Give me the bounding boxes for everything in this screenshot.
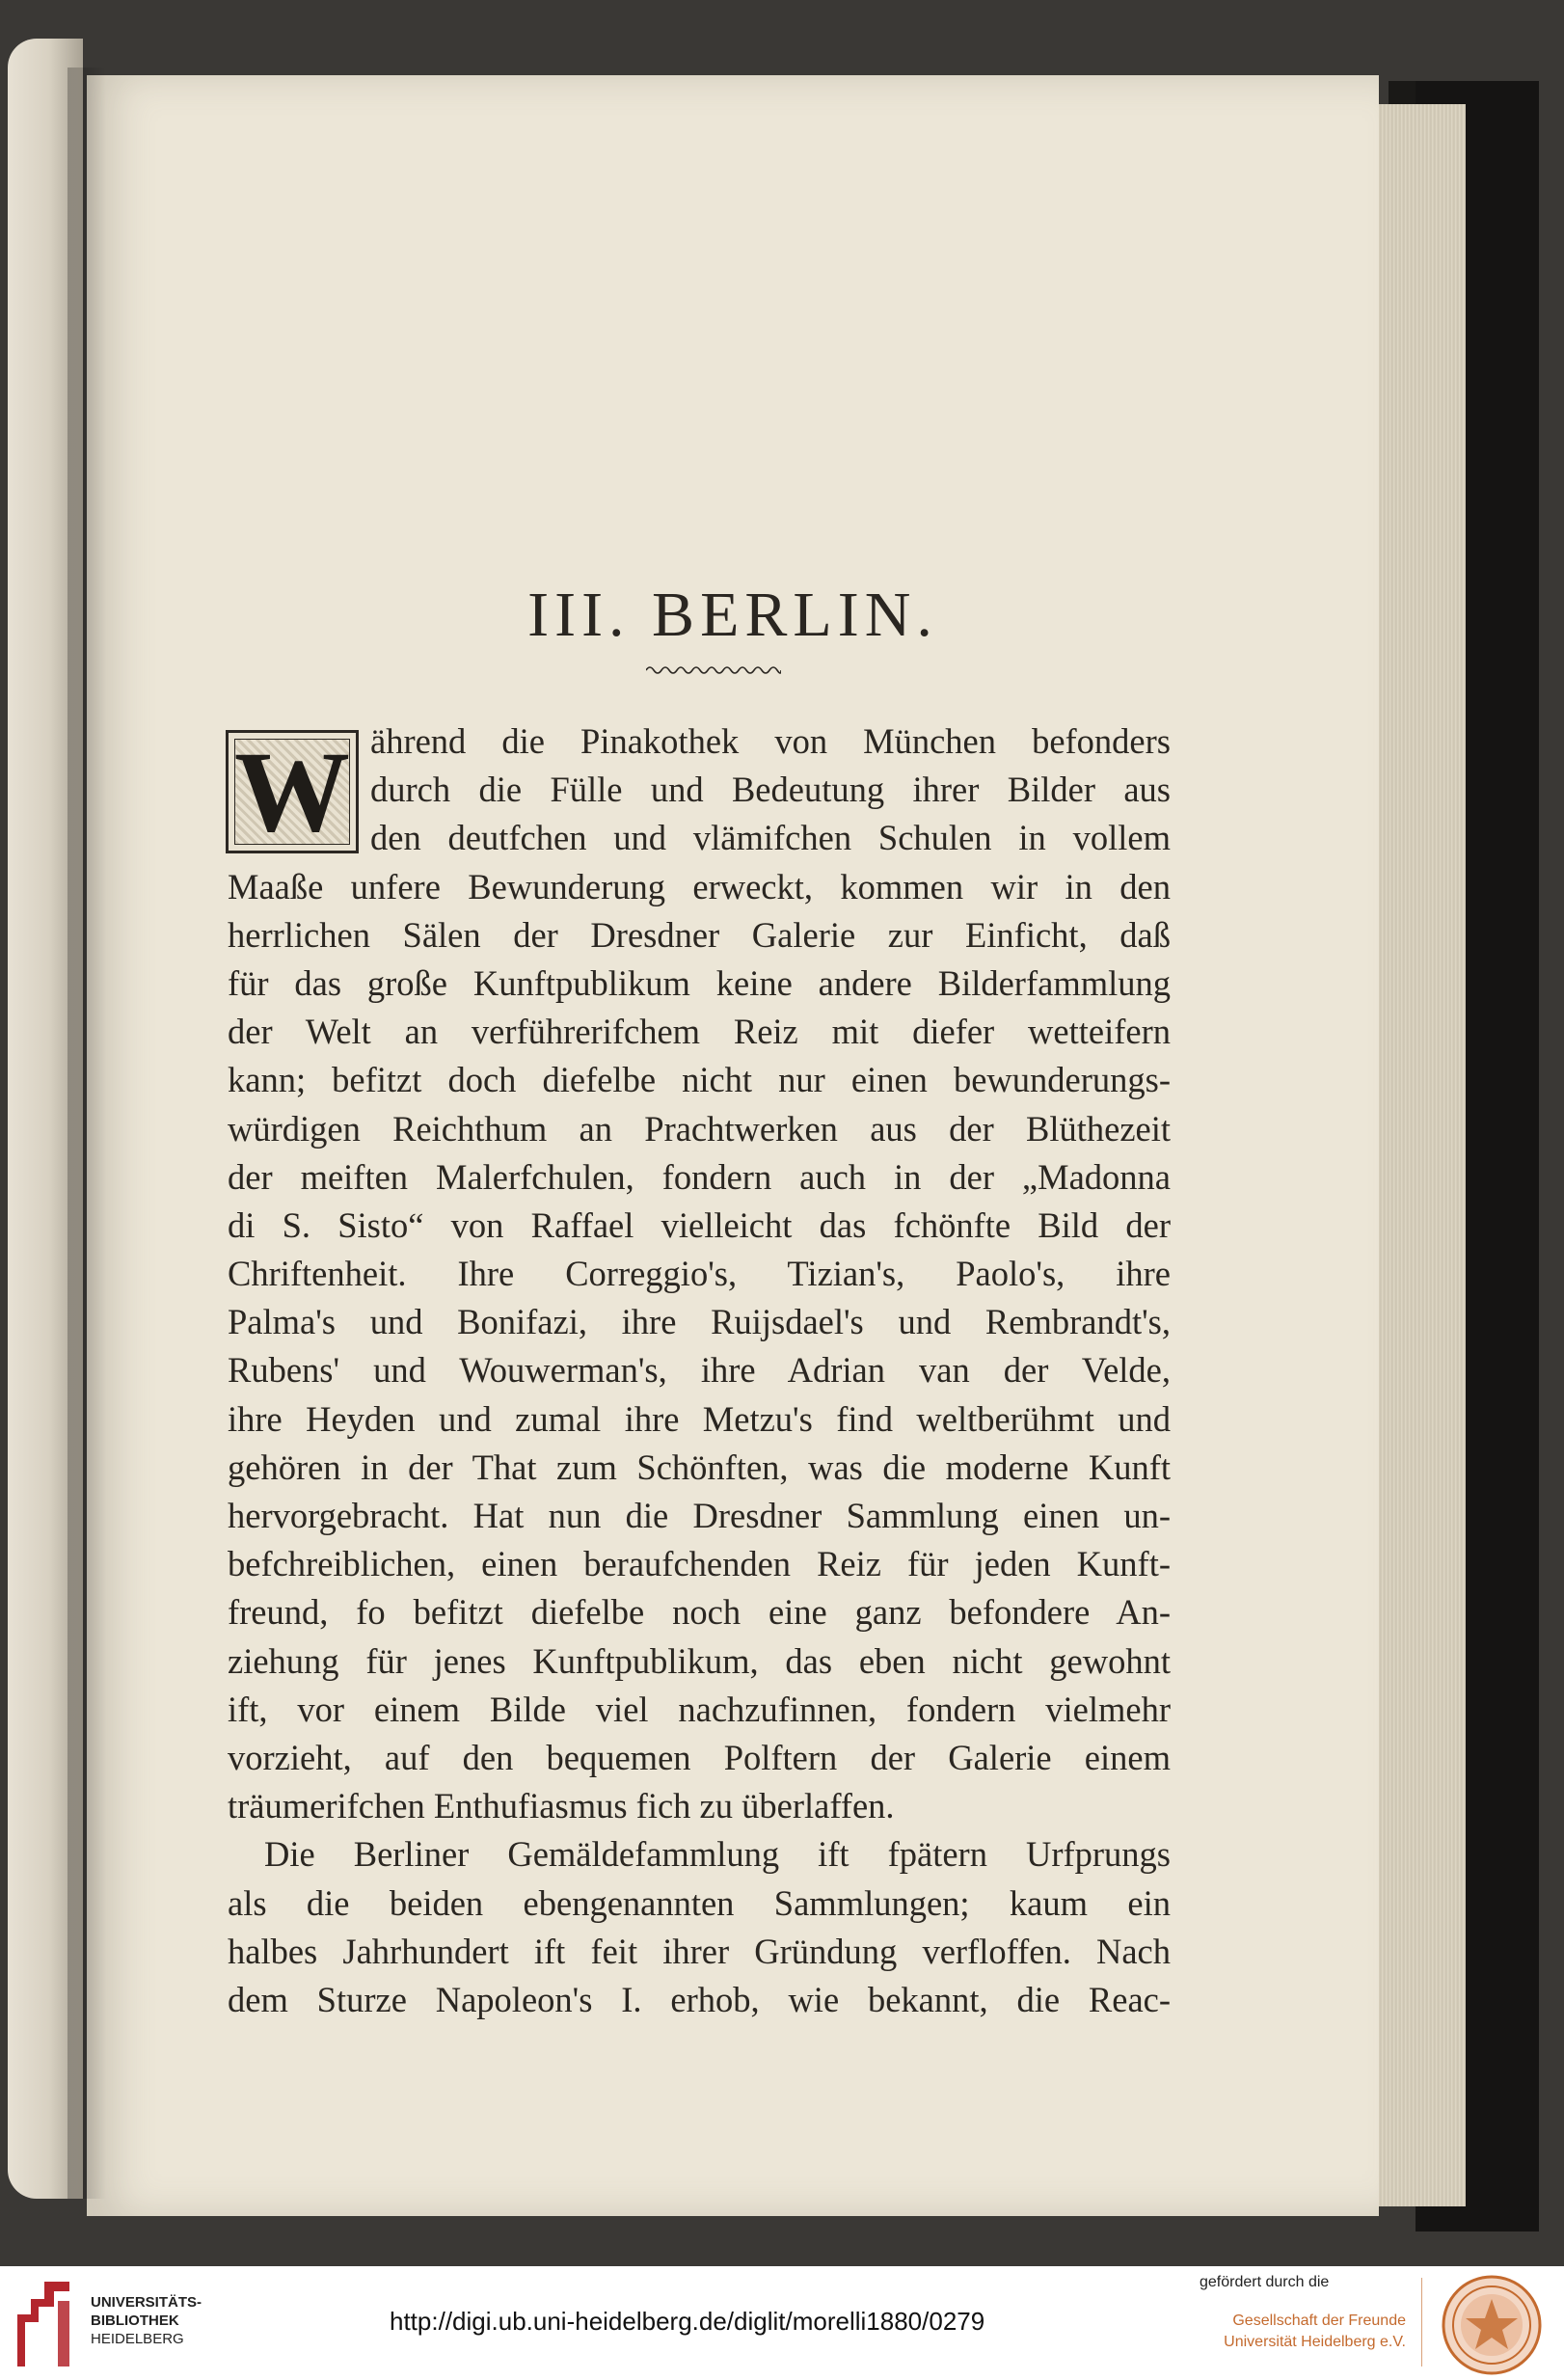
chapter-title: III. BERLIN. [527, 580, 938, 650]
spine-shadow [67, 68, 106, 2199]
text-line: für das große Kunftpublikum keine andere Bilderfammlung [228, 962, 1171, 1003]
text-line: di S. Sisto“ von Raffael vielleicht das fchönfte Bild der [228, 1204, 1171, 1245]
society-name-line: Universität Heidelberg e.V. [1224, 2334, 1406, 2350]
library-name [91, 2293, 283, 2348]
text-line: ihre Heyden und zumal ihre Metzu's find weltberühmt und [228, 1398, 1171, 1439]
text-line: dem Sturze Napoleon's I. erhob, wie bekannt, die Reac- [228, 1979, 1171, 2019]
permalink-url[interactable]: http://digi.ub.uni-heidelberg.de/diglit/morelli1880/0279 [390, 2307, 985, 2336]
library-logo-icon [15, 2278, 73, 2370]
society-name[interactable] [1217, 2311, 1406, 2353]
text-line: gehören in der That zum Schönften, was die moderne Kunft [228, 1447, 1171, 1487]
text-line: den deutfchen und vlämifchen Schulen in vollem [370, 818, 1171, 858]
text-line: durch die Fülle und Bedeutung ihrer Bilder aus [370, 770, 1171, 810]
text-line: Die Berliner Gemäldefammlung ift fpätern Urfprungs [264, 1834, 1171, 1875]
text-line: ährend die Pinakothek von München befonders [370, 721, 1171, 761]
text-line: Palma's und Bonifazi, ihre Ruijsdael's und Rembrandt's, [228, 1302, 1171, 1342]
text-line: Chriftenheit. Ihre Correggio's, Tizian's, Paolo's, ihre [228, 1254, 1171, 1294]
body-text [228, 717, 1171, 2024]
footer-divider [1421, 2278, 1422, 2366]
text-line: herrlichen Sälen der Dresdner Galerie zur Einficht, daß [228, 914, 1171, 955]
text-line: ift, vor einem Bilde viel nachzufinnen, fondern vielmehr [228, 1689, 1171, 1729]
library-name-line: UNIVERSITÄTS- [91, 2294, 202, 2311]
drop-cap-letter: W [234, 727, 350, 855]
text-line: würdigen Reichthum an Prachtwerken aus der Blüthezeit [228, 1108, 1171, 1149]
text-line: Maaße unfere Bewunderung erweckt, kommen wir in den [228, 866, 1171, 906]
text-line: träumerifchen Enthufiasmus fich zu überlaffen. [228, 1786, 895, 1826]
text-line: Rubens' und Wouwerman's, ihre Adrian van der Velde, [228, 1350, 1171, 1391]
text-line: kann; befitzt doch diefelbe nicht nur einen bewunderungs- [228, 1060, 1171, 1100]
library-name-line: BIBLIOTHEK [91, 2312, 179, 2329]
text-line: der Welt an verführerifchem Reiz mit diefer wetteifern [228, 1012, 1171, 1052]
society-name-line: Gesellschaft der Freunde [1232, 2312, 1406, 2329]
page-block-edges [1379, 104, 1466, 2206]
funded-by-label: gefördert durch die [1200, 2274, 1330, 2290]
text-line: hervorgebracht. Hat nun die Dresdner Sammlung einen un- [228, 1496, 1171, 1535]
title-ornament [646, 663, 781, 677]
university-seal-icon [1441, 2274, 1543, 2376]
text-line: ziehung für jenes Kunftpublikum, das eben nicht gewohnt [228, 1640, 1171, 1681]
text-line: vorzieht, auf den bequemen Polftern der Galerie einem [228, 1737, 1171, 1777]
text-line: befchreiblichen, einen beraufchenden Reiz für jeden Kunft- [228, 1544, 1171, 1584]
text-line: als die beiden ebengenannten Sammlungen; kaum ein [228, 1882, 1171, 1923]
text-line: der meiften Malerfchulen, fondern auch in der „Madonna [228, 1156, 1171, 1197]
text-line: halbes Jahrhundert ift feit ihrer Gründung verfloffen. Nach [228, 1931, 1171, 1971]
library-name-line: HEIDELBERG [91, 2331, 184, 2347]
text-line: freund, fo befitzt diefelbe noch eine ganz befondere An- [228, 1592, 1171, 1633]
